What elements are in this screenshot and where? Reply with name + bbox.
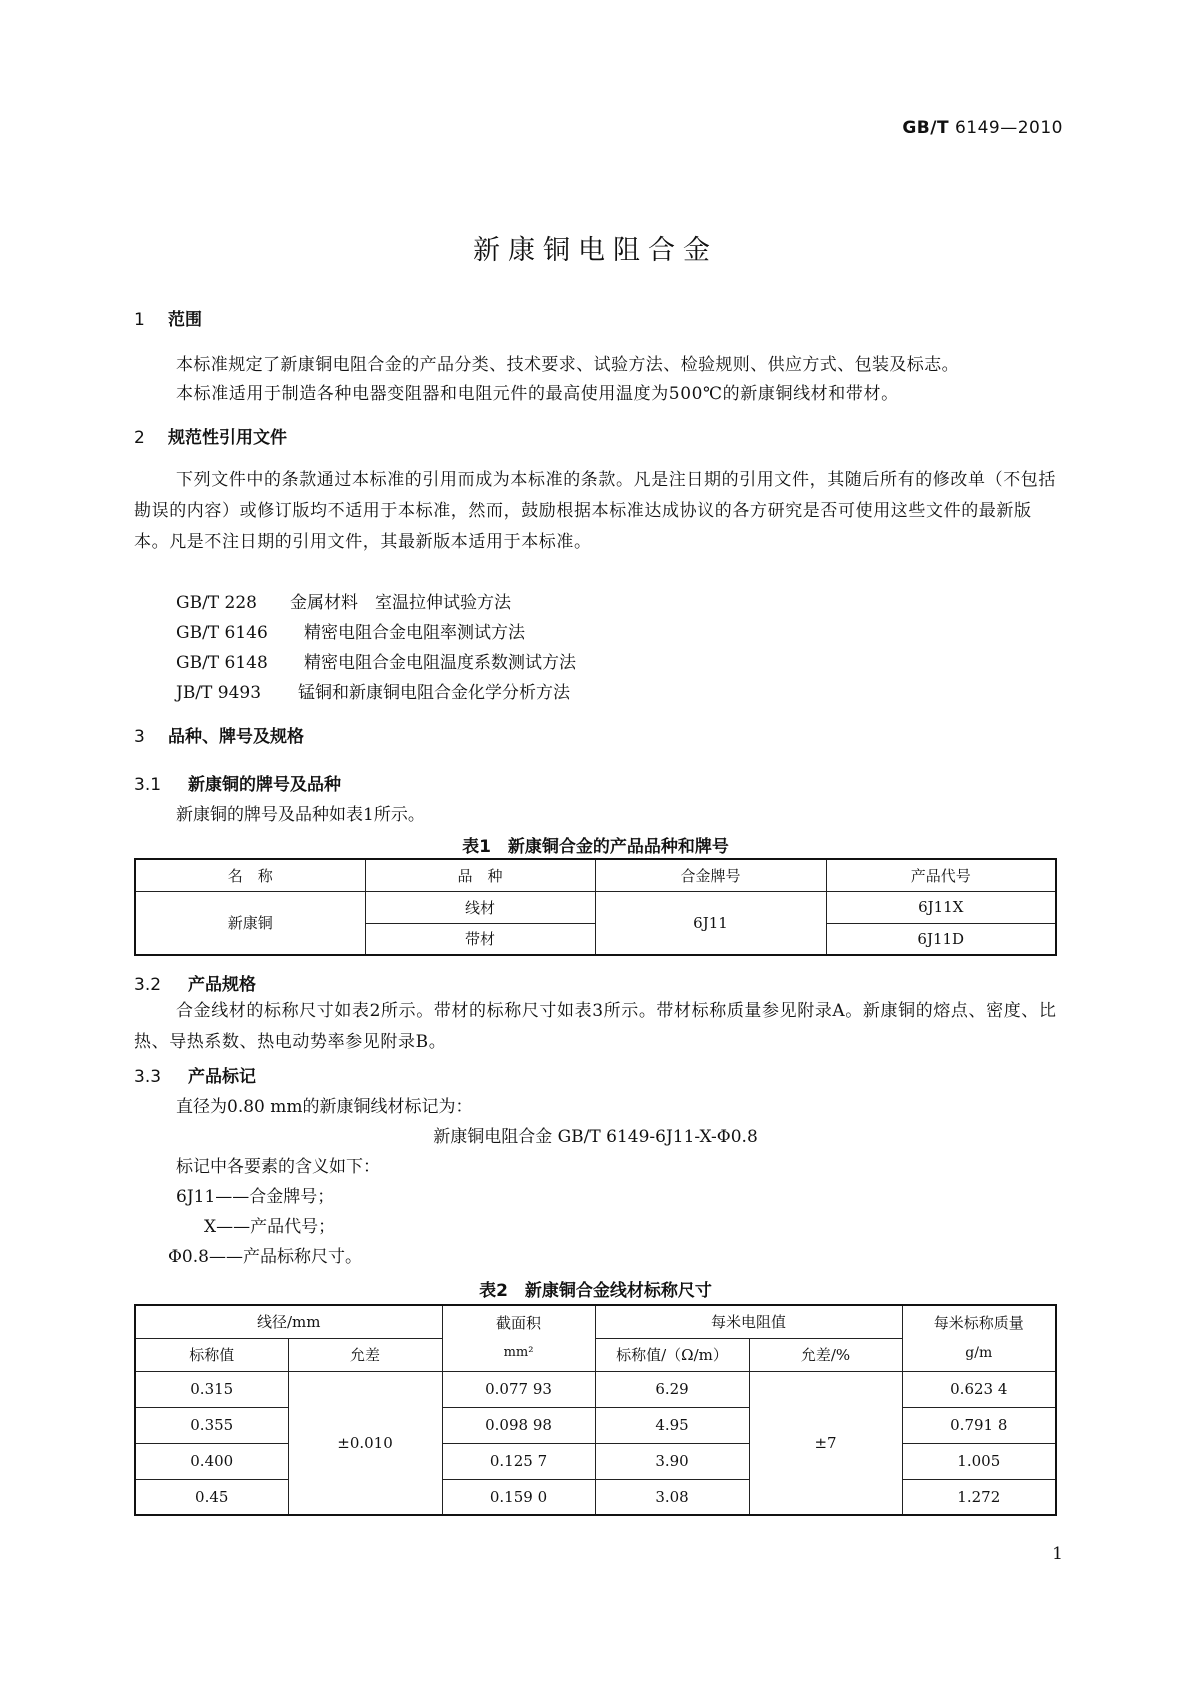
marking-example: 新康铜电阻合金 GB/T 6149-6J11-X-Φ0.8	[433, 1127, 758, 1147]
area-cell: 0.098 98	[442, 1407, 595, 1443]
header-area	[442, 1305, 595, 1371]
header-diameter-tolerance: 允差	[288, 1338, 442, 1371]
marking-legend-item: X——产品代号；	[204, 1217, 336, 1237]
section-title: 品种、牌号及规格	[168, 727, 304, 747]
section-number: 2	[134, 428, 145, 448]
table-2-caption: 表2 新康铜合金线材标称尺寸	[479, 1281, 712, 1301]
reference-item	[176, 678, 570, 703]
reference-name: 锰铜和新康铜电阻合金化学分析方法	[298, 683, 570, 703]
reference-code: JB/T 9493	[176, 683, 262, 703]
marking-legend-intro: 标记中各要素的含义如下：	[176, 1157, 380, 1177]
page-number: 1	[1052, 1544, 1063, 1564]
code-cell: 6J11X	[826, 891, 1056, 923]
header-diameter: 线径/mm	[135, 1305, 442, 1338]
reference-name: 金属材料 室温拉伸试验方法	[290, 593, 511, 613]
section-3-2-text: 合金线材的标称尺寸如表2所示。带材的标称尺寸如表3所示。带材标称质量参见附录A。新康铜的熔点、密度、比热、导热系数、热电动势率参见附录B。	[134, 1001, 1057, 1052]
marking-legend-item: Φ0.8——产品标称尺寸。	[168, 1247, 362, 1267]
diameter-cell: 0.355	[135, 1407, 288, 1443]
table-header-row	[135, 1305, 1056, 1338]
section-3-1-text: 新康铜的牌号及品种如表1所示。	[176, 805, 425, 825]
area-cell: 0.077 93	[442, 1371, 595, 1407]
alloy-cell: 6J11	[595, 891, 826, 955]
section-title: 范围	[168, 310, 202, 330]
diameter-tolerance-cell: ±0.010	[288, 1371, 442, 1515]
resistance-cell: 3.90	[595, 1443, 749, 1479]
table-row	[135, 1443, 1056, 1479]
section-2-intro: 下列文件中的条款通过本标准的引用而成为本标准的条款。凡是注日期的引用文件，其随后所有的修改单（不包括勘误的内容）或修订版均不适用于本标准，然而，鼓励根据本标准达成协议的各方研究是否可使用这些文件的最新版本。凡是不注日期的引用文件，其最新版本适用于本标准。	[134, 470, 1056, 552]
section-3-heading	[134, 722, 304, 747]
area-cell: 0.125 7	[442, 1443, 595, 1479]
diameter-cell: 0.400	[135, 1443, 288, 1479]
header-cell: 品 种	[365, 859, 595, 891]
reference-item	[176, 648, 576, 673]
standard-code: 6149—2010	[954, 118, 1063, 138]
area-cell: 0.159 0	[442, 1479, 595, 1515]
header-mass	[902, 1305, 1056, 1371]
header-resistance: 每米电阻值	[595, 1305, 902, 1338]
table-1-caption: 表1 新康铜合金的产品品种和牌号	[462, 837, 729, 857]
section-1-heading	[134, 305, 202, 330]
standard-number	[902, 118, 1063, 138]
table-2	[134, 1304, 1057, 1516]
table-1	[134, 858, 1057, 956]
section-number: 3.1	[134, 775, 162, 795]
header-cell: 合金牌号	[595, 859, 826, 891]
reference-name: 精密电阻合金电阻率测试方法	[304, 623, 525, 643]
header-area-label: 截面积	[496, 1314, 542, 1333]
table-row	[135, 891, 1056, 923]
table-header-row	[135, 859, 1056, 891]
section-title: 产品规格	[188, 975, 256, 995]
header-cell: 产品代号	[826, 859, 1056, 891]
document-title: 新康铜电阻合金	[473, 235, 718, 266]
name-cell: 新康铜	[135, 891, 365, 955]
variety-cell: 线材	[365, 891, 595, 923]
section-1-para-1: 本标准规定了新康铜电阻合金的产品分类、技术要求、试验方法、检验规则、供应方式、包装及标志。	[176, 355, 959, 375]
reference-item	[176, 618, 525, 643]
marking-intro: 直径为0.80 mm的新康铜线材标记为：	[176, 1097, 473, 1117]
section-3-3-heading	[134, 1062, 256, 1087]
table-row	[135, 1407, 1056, 1443]
header-resistance-nominal: 标称值/（Ω/m）	[595, 1338, 749, 1371]
section-1-para-2: 本标准适用于制造各种电器变阻器和电阻元件的最高使用温度为500℃的新康铜线材和带材。	[176, 384, 899, 404]
section-3-1-heading	[134, 770, 341, 795]
section-title: 规范性引用文件	[168, 428, 287, 448]
section-2-heading	[134, 423, 287, 448]
section-number: 1	[134, 310, 145, 330]
section-number: 3	[134, 727, 145, 747]
section-number: 3.3	[134, 1067, 162, 1087]
reference-name: 精密电阻合金电阻温度系数测试方法	[304, 653, 576, 673]
mass-cell: 1.005	[902, 1443, 1056, 1479]
section-number: 3.2	[134, 975, 162, 995]
header-diameter-nominal: 标称值	[135, 1338, 288, 1371]
mass-cell: 0.791 8	[902, 1407, 1056, 1443]
standard-prefix: GB/T	[902, 118, 950, 138]
reference-code: GB/T 6148	[176, 653, 268, 673]
reference-item	[176, 588, 511, 613]
mass-cell: 0.623 4	[902, 1371, 1056, 1407]
section-title: 新康铜的牌号及品种	[188, 775, 341, 795]
resistance-cell: 3.08	[595, 1479, 749, 1515]
section-3-2-heading	[134, 970, 256, 995]
code-cell: 6J11D	[826, 923, 1056, 955]
mass-cell: 1.272	[902, 1479, 1056, 1515]
header-area-unit: mm²	[503, 1345, 534, 1361]
header-mass-unit: g/m	[965, 1345, 993, 1362]
header-cell: 名 称	[135, 859, 365, 891]
section-title: 产品标记	[188, 1067, 256, 1087]
resistance-cell: 6.29	[595, 1371, 749, 1407]
reference-code: GB/T 6146	[176, 623, 268, 643]
header-mass-label: 每米标称质量	[933, 1314, 1024, 1333]
header-resistance-tolerance: 允差/%	[749, 1338, 902, 1371]
diameter-cell: 0.315	[135, 1371, 288, 1407]
table-row	[135, 1479, 1056, 1515]
variety-cell: 带材	[365, 923, 595, 955]
reference-code: GB/T 228	[176, 593, 257, 613]
resistance-cell: 4.95	[595, 1407, 749, 1443]
diameter-cell: 0.45	[135, 1479, 288, 1515]
resistance-tolerance-cell: ±7	[749, 1371, 902, 1515]
table-row	[135, 1371, 1056, 1407]
marking-legend-item: 6J11——合金牌号；	[176, 1187, 335, 1207]
